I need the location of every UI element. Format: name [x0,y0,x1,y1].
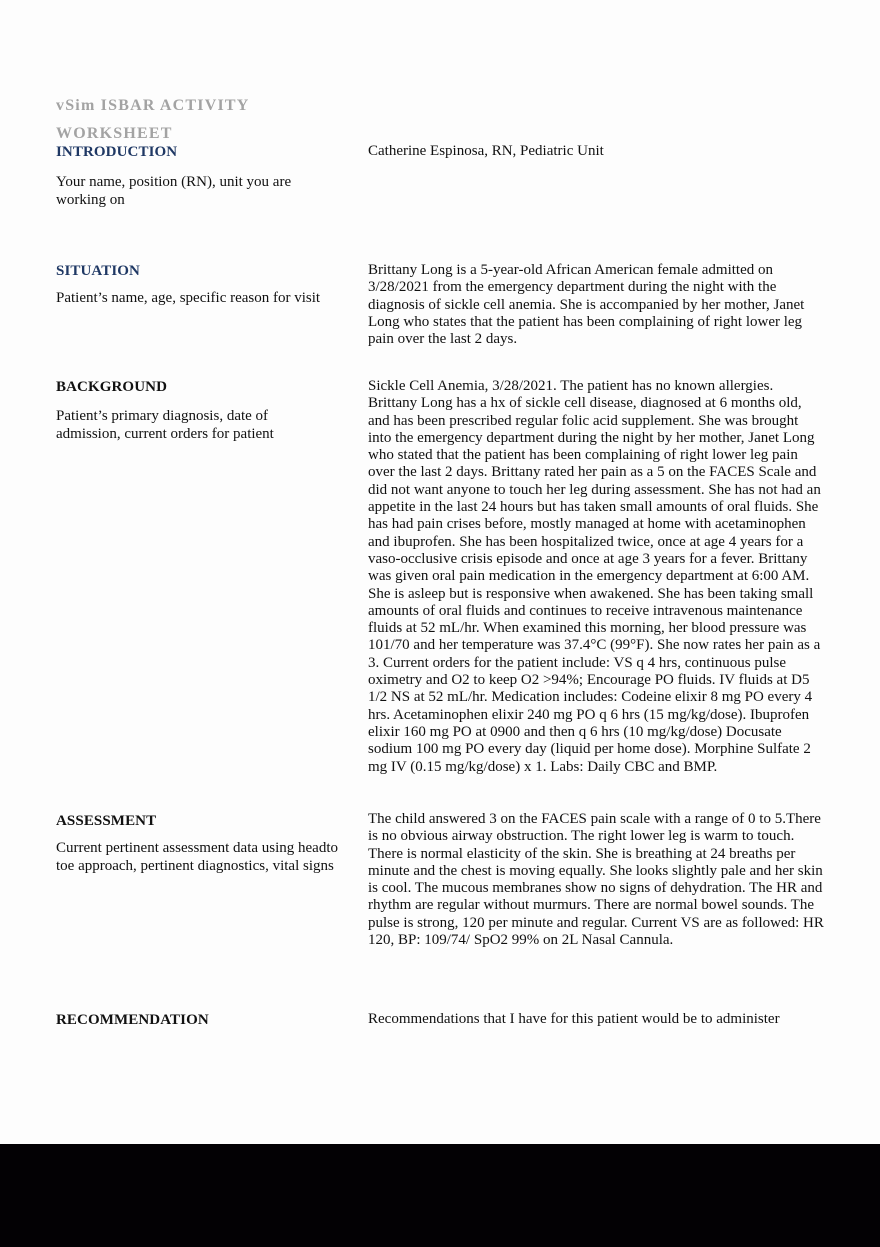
section-heading-background: BACKGROUND [56,379,168,395]
section-response-background: Sickle Cell Anemia, 3/28/2021. The patient has no known allergies. Brittany Long has a hx of sickle cell disease, diagnosed at 6 months old, and has been prescribed regular folic acid supplement. She was brought into the emergency department during the night by her mother, Janet Long who stated that the patient has been complaining of right lower leg pain over the last 2 days. Brittany rated her pain as a 5 on the FACES Scale and did not want anyone to touch her leg during assessment. She has not had an appetite in the last 24 hours but has taken small amounts of oral fluids. She has had pain crises before, mostly managed at home with acetaminophen and ibuprofen. She has been hospitalized twice, once at age 4 years for a vaso-occlusive crisis episode and once at age 3 years for a fever. Brittany was given oral pain medication in the emergency department at 6:00 AM. She is asleep but is responsive when awakened. She has been taking small amounts of oral fluids and continues to receive intravenous maintenance fluids at 52 mL/hr. When examined this morning, her blood pressure was 101/70 and her temperature was 37.4°C (99°F). She now rates her pain as a 3. Current orders for the patient include: VS q 4 hrs, continuous pulse oximetry and O2 to keep O2 >94%; Encourage PO fluids. IV fluids at D5 1/2 NS at 52 mL/hr. Medication includes: Codeine elixir 8 mg PO every 4 hrs. Acetaminophen elixir 240 mg PO q 6 hrs (15 mg/kg/dose). Ibuprofen elixir 160 mg PO at 0900 and then q 6 hrs (10 mg/kg/dose) Docusate sodium 100 mg PO every day (liquid per home dose). Morphine Sulfate 2 mg IV (0.15 mg/kg/dose) x 1. Labs: Daily CBC and BMP. [368,378,821,775]
section-heading-introduction: INTRODUCTION [56,144,178,160]
section-heading-situation: SITUATION [56,263,140,279]
section-prompt-introduction: Your name, position (RN), unit you are working on [56,174,292,208]
section-response-assessment: The child answered 3 on the FACES pain scale with a range of 0 to 5.There is no obvious airway obstruction. The right lower leg is warm to touch. There is normal elasticity of the skin. She is breathing at 24 breaths per minute and the chest is moving equally. She looks slightly pale and her skin is cool. The mucous membranes show no signs of dehydration. The HR and rhythm are regular without murmurs. There are normal bowel sounds. The pulse is strong, 120 per minute and regular. Current VS are as followed: HR 120, BP: 109/74/ SpO2 99% on 2L Nasal Cannula. [368,811,824,949]
section-prompt-background: Patient’s primary diagnosis, date of admission, current orders for patient [56,408,274,442]
section-response-situation: Brittany Long is a 5-year-old African American female admitted on 3/28/2021 from the emergency department during the night with the diagnosis of sickle cell anemia. She is accompanied by her mother, Janet Long who states that the patient has been complaining of right lower leg pain over the last 2 days. [368,262,805,348]
section-heading-assessment: ASSESSMENT [56,813,157,829]
page-bottom-band [0,1144,880,1247]
section-response-recommendation: Recommendations that I have for this patient would be to administer [368,1011,780,1027]
section-prompt-situation: Patient’s name, age, specific reason for visit [56,290,321,306]
worksheet-title: vSim ISBAR ACTIVITY WORKSHEET [56,97,249,142]
section-heading-recommendation: RECOMMENDATION [56,1012,209,1028]
section-response-introduction: Catherine Espinosa, RN, Pediatric Unit [368,143,604,159]
section-prompt-assessment: Current pertinent assessment data using headto toe approach, pertinent diagnostics, vital signs [56,840,339,874]
